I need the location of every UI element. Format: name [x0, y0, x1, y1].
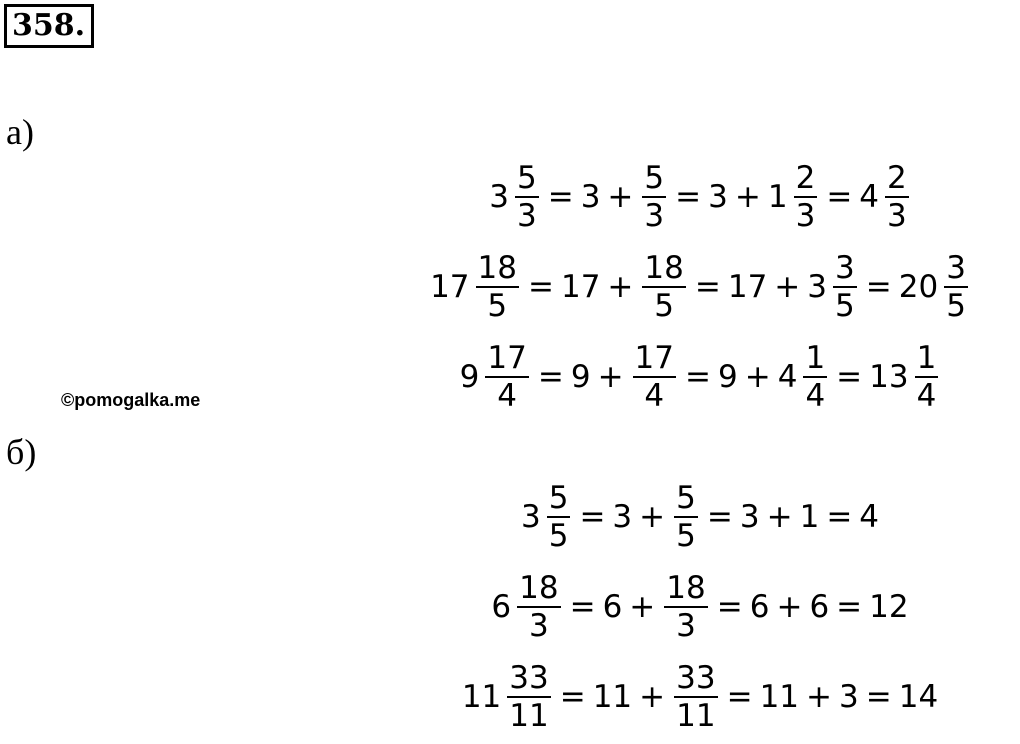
whole-part: 11	[461, 679, 502, 715]
mixed-number	[489, 160, 540, 234]
operator: =	[675, 179, 702, 215]
fraction-denominator: 5	[676, 518, 696, 554]
operator: +	[639, 499, 666, 535]
fraction-numerator: 1	[916, 340, 937, 376]
fraction-numerator: 2	[887, 160, 907, 196]
fraction-denominator: 5	[946, 288, 966, 324]
fraction	[803, 340, 827, 414]
fraction-numerator: 33	[676, 660, 716, 696]
mixed-number	[899, 250, 970, 324]
mixed-number	[460, 340, 531, 414]
fraction-denominator: 3	[676, 608, 696, 644]
number: 3	[580, 179, 601, 215]
whole-part: 3	[489, 179, 509, 215]
number: 11	[592, 679, 633, 715]
fraction	[476, 250, 519, 324]
fraction-numerator: 3	[946, 250, 966, 286]
mixed-number	[869, 340, 940, 414]
number: 3	[708, 179, 728, 215]
operator: =	[559, 679, 586, 715]
operator: =	[547, 179, 574, 215]
part-label-b: б)	[6, 432, 37, 472]
fraction	[944, 250, 968, 324]
equation-a2	[380, 250, 1020, 324]
whole-part: 13	[869, 359, 909, 395]
operator: +	[744, 359, 771, 395]
fraction	[517, 570, 560, 644]
fraction-numerator: 33	[509, 660, 549, 696]
operator: =	[826, 179, 853, 215]
operator: =	[537, 359, 564, 395]
operator: =	[569, 589, 596, 625]
fraction	[794, 160, 818, 234]
equation-a1	[380, 160, 1020, 234]
fraction-denominator: 11	[509, 698, 549, 734]
mixed-number	[521, 480, 572, 554]
part-label-a: а)	[6, 112, 34, 152]
fraction-denominator: 4	[916, 378, 937, 414]
fraction-numerator: 5	[644, 160, 665, 196]
operator: +	[639, 679, 666, 715]
operator: =	[865, 269, 892, 305]
operator: +	[774, 269, 801, 305]
fraction-denominator: 3	[795, 198, 816, 234]
equation-b2	[380, 570, 1020, 644]
operator: +	[607, 179, 634, 215]
fraction-numerator: 18	[644, 250, 684, 286]
operator: =	[726, 679, 753, 715]
fraction-denominator: 3	[528, 608, 549, 644]
number: 9	[717, 359, 738, 395]
fraction	[833, 250, 857, 324]
fraction-denominator: 5	[487, 288, 508, 324]
fraction	[642, 250, 685, 324]
fraction-numerator: 2	[795, 160, 816, 196]
operator: =	[706, 499, 733, 535]
mixed-number	[807, 250, 858, 324]
operator: =	[579, 499, 606, 535]
fraction	[633, 340, 676, 414]
whole-part: 4	[859, 179, 880, 215]
whole-part: 6	[491, 589, 512, 625]
operator: +	[806, 679, 833, 715]
fraction-numerator: 18	[666, 570, 706, 606]
operator: =	[694, 269, 721, 305]
fraction-denominator: 4	[497, 378, 517, 414]
number: 11	[759, 679, 800, 715]
mixed-number	[430, 250, 521, 324]
fraction	[664, 570, 707, 644]
operator: +	[597, 359, 624, 395]
equation-a3	[380, 340, 1020, 414]
equation-b3	[380, 660, 1020, 734]
fraction	[485, 340, 528, 414]
whole-part: 3	[807, 269, 828, 305]
whole-part: 9	[459, 359, 480, 395]
fraction-numerator: 18	[477, 250, 517, 286]
operator: =	[685, 359, 711, 395]
fraction-denominator: 3	[887, 198, 907, 234]
number: 17	[727, 269, 768, 305]
mixed-number	[462, 660, 553, 734]
operator: +	[607, 269, 634, 305]
fraction-denominator: 4	[805, 378, 826, 414]
fraction-denominator: 4	[644, 378, 665, 414]
whole-part: 20	[898, 269, 939, 305]
fraction-denominator: 5	[654, 288, 674, 324]
fraction-numerator: 5	[676, 480, 696, 516]
number: 3	[739, 499, 760, 535]
mixed-number	[859, 160, 910, 234]
number: 6	[809, 589, 830, 625]
operator: +	[776, 589, 803, 625]
fraction-numerator: 18	[519, 570, 559, 606]
operator: =	[836, 589, 863, 625]
operator: =	[826, 499, 853, 535]
fraction	[674, 660, 717, 734]
operator: +	[734, 179, 761, 215]
whole-part: 3	[520, 499, 541, 535]
fraction-denominator: 5	[835, 288, 855, 324]
whole-part: 1	[767, 179, 788, 215]
fraction-numerator: 5	[548, 480, 569, 516]
mixed-number	[768, 160, 819, 234]
fraction-numerator: 1	[805, 340, 826, 376]
number: 3	[612, 499, 633, 535]
number: 6	[602, 589, 623, 625]
number: 4	[859, 499, 880, 535]
number: 14	[898, 679, 939, 715]
fraction-numerator: 3	[835, 250, 855, 286]
number: 17	[560, 269, 601, 305]
watermark: ©pomogalka.me	[61, 390, 201, 410]
fraction	[515, 160, 539, 234]
mixed-number	[491, 570, 562, 644]
operator: +	[629, 589, 656, 625]
operator: =	[716, 589, 743, 625]
fraction	[547, 480, 571, 554]
number: 3	[839, 679, 859, 715]
number: 6	[749, 589, 770, 625]
fraction-denominator: 11	[676, 698, 716, 734]
problem-number: 358.	[4, 4, 94, 48]
fraction-denominator: 3	[644, 198, 665, 234]
number: 1	[799, 499, 820, 535]
whole-part: 4	[777, 359, 798, 395]
number: 9	[570, 359, 591, 395]
fraction	[507, 660, 550, 734]
operator: =	[836, 359, 863, 395]
fraction-numerator: 5	[516, 160, 537, 196]
fraction-denominator: 5	[548, 518, 569, 554]
fraction	[674, 480, 698, 554]
fraction-numerator: 17	[634, 340, 674, 376]
mixed-number	[778, 340, 829, 414]
fraction	[642, 160, 666, 234]
operator: =	[527, 269, 554, 305]
fraction	[915, 340, 939, 414]
fraction	[885, 160, 909, 234]
operator: =	[865, 679, 892, 715]
operator: +	[766, 499, 793, 535]
whole-part: 17	[430, 269, 470, 305]
fraction-numerator: 17	[487, 340, 527, 376]
fraction-denominator: 3	[516, 198, 537, 234]
number: 12	[869, 589, 909, 625]
equation-b1	[380, 480, 1020, 554]
